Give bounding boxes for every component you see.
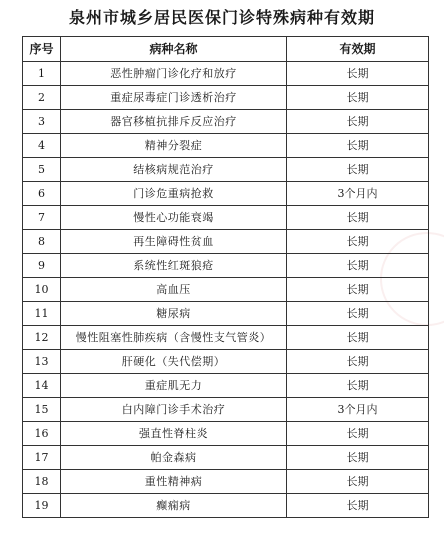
header-number: 序号	[23, 37, 61, 62]
validity-period: 长期	[287, 110, 429, 134]
disease-name: 重症肌无力	[61, 374, 287, 398]
validity-period: 长期	[287, 446, 429, 470]
validity-period: 长期	[287, 470, 429, 494]
row-number: 16	[23, 422, 61, 446]
disease-name: 恶性肿瘤门诊化疗和放疗	[61, 62, 287, 86]
table-row	[23, 182, 429, 206]
row-number: 19	[23, 494, 61, 518]
disease-name: 帕金森病	[61, 446, 287, 470]
disease-name: 再生障碍性贫血	[61, 230, 287, 254]
row-number: 13	[23, 350, 61, 374]
table-row	[23, 86, 429, 110]
validity-period: 3个月内	[287, 182, 429, 206]
validity-period: 长期	[287, 254, 429, 278]
table-row	[23, 446, 429, 470]
disease-name: 肝硬化（失代偿期）	[61, 350, 287, 374]
row-number: 17	[23, 446, 61, 470]
table-row	[23, 398, 429, 422]
row-number: 15	[23, 398, 61, 422]
row-number: 2	[23, 86, 61, 110]
disease-name: 系统性红斑狼疮	[61, 254, 287, 278]
table-row	[23, 422, 429, 446]
disease-name: 精神分裂症	[61, 134, 287, 158]
table-row	[23, 158, 429, 182]
validity-period: 长期	[287, 158, 429, 182]
disease-name: 慢性阻塞性肺疾病（含慢性支气管炎）	[61, 326, 287, 350]
page-title: 泉州市城乡居民医保门诊特殊病种有效期	[68, 8, 375, 27]
row-number: 12	[23, 326, 61, 350]
validity-period: 长期	[287, 134, 429, 158]
table-row	[23, 494, 429, 518]
table-row	[23, 278, 429, 302]
row-number: 6	[23, 182, 61, 206]
validity-period: 长期	[287, 302, 429, 326]
table-row	[23, 470, 429, 494]
disease-name: 白内障门诊手术治疗	[61, 398, 287, 422]
validity-period: 3个月内	[287, 398, 429, 422]
table-row	[23, 110, 429, 134]
validity-period: 长期	[287, 326, 429, 350]
table-row	[23, 134, 429, 158]
table-row	[23, 254, 429, 278]
row-number: 3	[23, 110, 61, 134]
table-header-row	[23, 37, 429, 62]
disease-name: 重性精神病	[61, 470, 287, 494]
table-row	[23, 230, 429, 254]
validity-period: 长期	[287, 230, 429, 254]
validity-period: 长期	[287, 494, 429, 518]
row-number: 5	[23, 158, 61, 182]
row-number: 11	[23, 302, 61, 326]
row-number: 8	[23, 230, 61, 254]
header-disease: 病种名称	[61, 37, 287, 62]
header-validity: 有效期	[287, 37, 429, 62]
table-row	[23, 374, 429, 398]
table-row	[23, 62, 429, 86]
disease-name: 重症尿毒症门诊透析治疗	[61, 86, 287, 110]
disease-name: 器官移植抗排斥反应治疗	[61, 110, 287, 134]
disease-name: 癫痫病	[61, 494, 287, 518]
row-number: 14	[23, 374, 61, 398]
table-row	[23, 206, 429, 230]
disease-name: 慢性心功能衰竭	[61, 206, 287, 230]
row-number: 7	[23, 206, 61, 230]
validity-period: 长期	[287, 86, 429, 110]
table-body	[23, 62, 429, 518]
row-number: 4	[23, 134, 61, 158]
validity-period: 长期	[287, 206, 429, 230]
row-number: 10	[23, 278, 61, 302]
row-number: 1	[23, 62, 61, 86]
validity-period: 长期	[287, 422, 429, 446]
row-number: 18	[23, 470, 61, 494]
disease-name: 高血压	[61, 278, 287, 302]
validity-period: 长期	[287, 62, 429, 86]
table-row	[23, 350, 429, 374]
validity-period: 长期	[287, 350, 429, 374]
row-number: 9	[23, 254, 61, 278]
disease-name: 强直性脊柱炎	[61, 422, 287, 446]
validity-period: 长期	[287, 374, 429, 398]
validity-period: 长期	[287, 278, 429, 302]
disease-name: 结核病规范治疗	[61, 158, 287, 182]
table-row	[23, 302, 429, 326]
special-disease-table	[22, 36, 429, 518]
disease-name: 门诊危重病抢救	[61, 182, 287, 206]
disease-name: 糖尿病	[61, 302, 287, 326]
table-row	[23, 326, 429, 350]
